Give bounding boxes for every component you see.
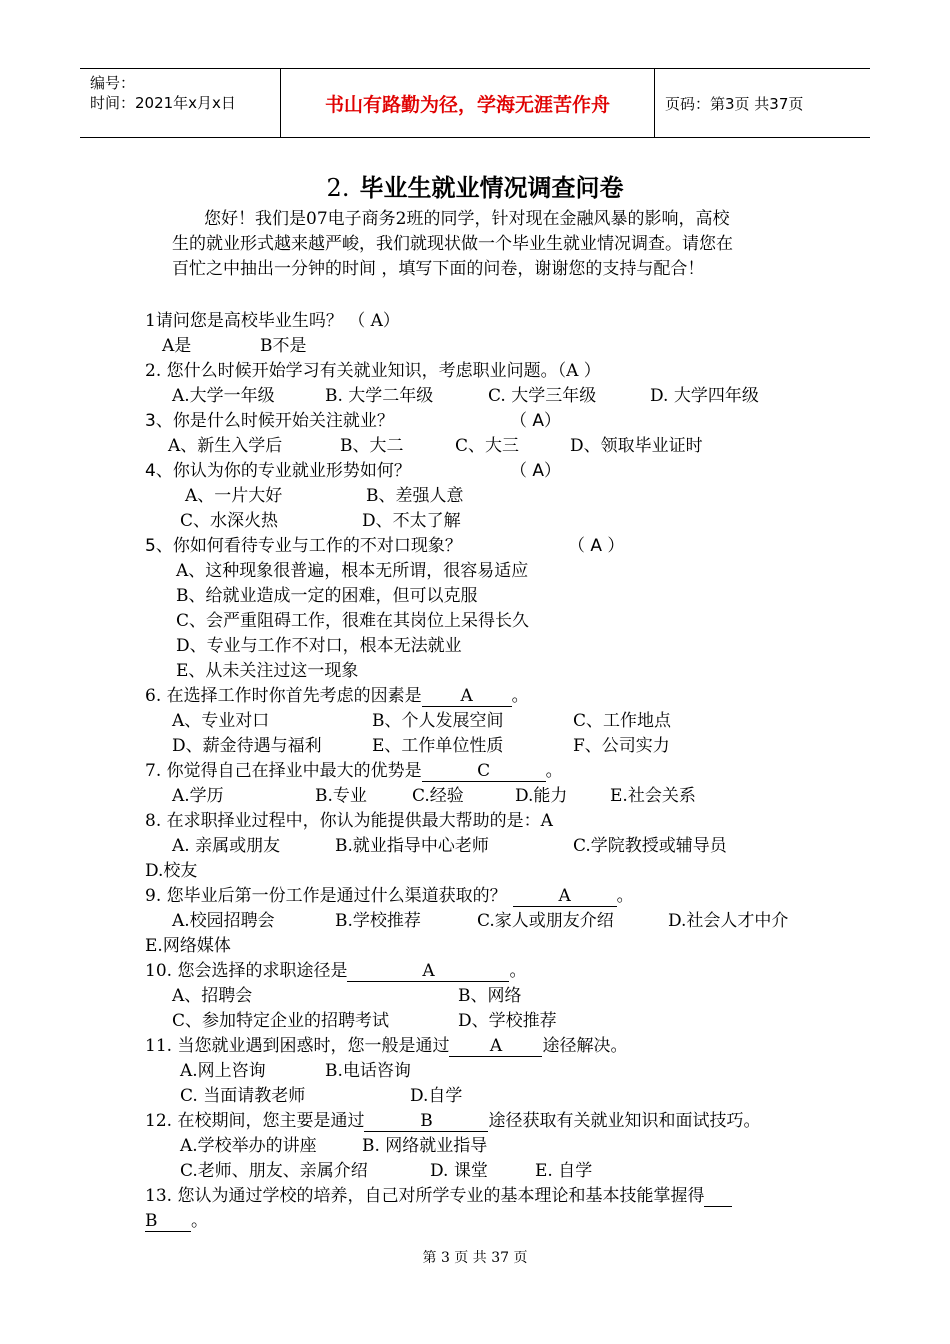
question-end: 。 — [545, 761, 563, 781]
option: A是 — [162, 336, 192, 356]
question-13-continued — [145, 1210, 208, 1232]
answer-blank: C — [422, 761, 546, 782]
option: D、学校推荐 — [458, 1011, 557, 1031]
motto: 书山有路勤为径，学海无涯苦作舟 — [280, 69, 655, 137]
page-info: 页码：第3页 共37页 — [665, 94, 804, 113]
question-13 — [145, 1185, 732, 1207]
option: C.家人或朋友介绍 — [477, 911, 614, 931]
question-end: 。 — [509, 961, 527, 981]
option: E.网络媒体 — [145, 936, 231, 956]
option: B.学校推荐 — [335, 911, 421, 931]
option: D、领取毕业证时 — [570, 436, 703, 456]
option: E.社会关系 — [610, 786, 696, 806]
option: C、会严重阻碍工作，很难在其岗位上呆得长久 — [176, 611, 530, 631]
answer-blank: B — [364, 1111, 488, 1132]
option: E、工作单位性质 — [372, 736, 504, 756]
option: E. 自学 — [535, 1161, 593, 1181]
option: C、水深火热 — [180, 511, 279, 531]
option: A、招聘会 — [172, 986, 253, 1006]
option: C、大三 — [455, 436, 520, 456]
option: C、工作地点 — [573, 711, 672, 731]
question-7 — [145, 760, 563, 782]
question-8: 8. 在求职择业过程中，你认为能提供最大帮助的是：A — [145, 811, 553, 831]
question-end: 。 — [616, 886, 634, 906]
question-text: 你是什么时候开始关注就业？ — [172, 411, 394, 431]
question-1: 1请问您是高校毕业生吗？ （ A） — [145, 311, 400, 331]
option: B、网络 — [458, 986, 522, 1006]
option: D、薪金待遇与福利 — [172, 736, 322, 756]
option: C.经验 — [412, 786, 464, 806]
question-5 — [145, 535, 462, 557]
question-text: 10. 您会选择的求职途径是 — [145, 961, 348, 981]
code-label: 编号： — [90, 74, 136, 92]
question-end: 途径解决。 — [542, 1036, 628, 1056]
option: A.学历 — [172, 786, 224, 806]
answer-blank-lead — [704, 1186, 732, 1207]
question-text: 6. 在选择工作时你首先考虑的因素是 — [145, 686, 422, 706]
title-text: 毕业生就业情况调查问卷 — [359, 174, 624, 202]
option: D. 大学四年级 — [650, 386, 759, 406]
option: B. 大学二年级 — [325, 386, 434, 406]
option: B. 网络就业指导 — [362, 1136, 488, 1156]
question-number: 4、 — [145, 461, 173, 481]
page-header — [80, 68, 870, 138]
question-3 — [145, 410, 394, 432]
page-footer: 第 3 页 共 37 页 — [422, 1250, 528, 1266]
option: A、专业对口 — [172, 711, 270, 731]
intro-paragraph — [172, 207, 812, 282]
option: D、不太了解 — [362, 511, 461, 531]
title-number: 2. — [326, 174, 350, 202]
option: C. 当面请教老师 — [180, 1086, 306, 1106]
option: C、参加特定企业的招聘考试 — [172, 1011, 390, 1031]
option: F、公司实力 — [573, 736, 670, 756]
option: E、从未关注过这一现象 — [176, 661, 359, 681]
option: A.网上咨询 — [180, 1061, 266, 1081]
question-end: 途径获取有关就业知识和面试技巧。 — [488, 1111, 761, 1131]
option: A.大学一年级 — [172, 386, 275, 406]
page-title — [0, 168, 950, 203]
question-text: 9. 您毕业后第一份工作是通过什么渠道获取的？ — [145, 886, 507, 906]
question-text: 你如何看待专业与工作的不对口现象？ — [172, 536, 462, 556]
option: B、差强人意 — [366, 486, 464, 506]
intro-line: 您好！我们是07电子商务2班的同学，针对现在金融风暴的影响，高校 — [204, 209, 730, 229]
question-text: 你认为你的专业就业形势如何？ — [172, 461, 411, 481]
option: A.学校举办的讲座 — [180, 1136, 317, 1156]
question-text: 13. 您认为通过学校的培养，自己对所学专业的基本理论和基本技能掌握得 — [145, 1186, 705, 1206]
question-text: 11. 当您就业遇到困惑时，您一般是通过 — [145, 1036, 450, 1056]
option: D.社会人才中介 — [668, 911, 789, 931]
question-2: 2. 您什么时候开始学习有关就业知识，考虑职业问题。（A ） — [145, 361, 601, 381]
option: C.学院教授或辅导员 — [573, 836, 727, 856]
option: A、新生入学后 — [168, 436, 283, 456]
option: C. 大学三年级 — [488, 386, 597, 406]
option: A、一片大好 — [185, 486, 283, 506]
answer: （ A） — [510, 411, 562, 431]
option: D.能力 — [515, 786, 568, 806]
date-label: 时间：2021年x月x日 — [90, 94, 236, 112]
option: D.自学 — [410, 1086, 463, 1106]
question-9 — [145, 885, 634, 907]
question-4 — [145, 460, 411, 482]
answer-blank: B — [145, 1211, 191, 1232]
question-number: 5、 — [145, 536, 173, 556]
intro-line: 生的就业形式越来越严峻，我们就现状做一个毕业生就业情况调查。请您在 — [172, 234, 733, 254]
question-10 — [145, 960, 526, 982]
answer-blank: A — [449, 1036, 542, 1057]
question-12 — [145, 1110, 760, 1132]
option: B、给就业造成一定的困难，但可以克服 — [176, 586, 478, 606]
option: D.校友 — [145, 861, 198, 881]
option: A、这种现象很普遍，根本无所谓，很容易适应 — [176, 561, 529, 581]
option: B、大二 — [340, 436, 404, 456]
option: B不是 — [260, 336, 307, 356]
option: C.老师、朋友、亲属介绍 — [180, 1161, 368, 1181]
question-6 — [145, 685, 529, 707]
question-end: 。 — [511, 686, 529, 706]
question-number: 3、 — [145, 411, 173, 431]
question-text: 12. 在校期间，您主要是通过 — [145, 1111, 365, 1131]
option: B.就业指导中心老师 — [335, 836, 489, 856]
option: D、专业与工作不对口，根本无法就业 — [176, 636, 462, 656]
option: B、个人发展空间 — [372, 711, 504, 731]
answer-blank: A — [422, 686, 512, 707]
header-left-cell — [80, 69, 280, 137]
option: D. 课堂 — [430, 1161, 488, 1181]
intro-line: 百忙之中抽出一分钟的时间 ，填写下面的问卷，谢谢您的支持与配合！ — [172, 259, 705, 279]
question-text: 7. 你觉得自己在择业中最大的优势是 — [145, 761, 422, 781]
answer: （ A ） — [568, 536, 625, 556]
option: A.校园招聘会 — [172, 911, 275, 931]
question-end: 。 — [191, 1211, 208, 1231]
answer: （ A） — [510, 461, 562, 481]
question-11 — [145, 1035, 627, 1057]
answer-blank: A — [513, 886, 617, 907]
option: B.电话咨询 — [325, 1061, 411, 1081]
option: A. 亲属或朋友 — [172, 836, 281, 856]
option: B.专业 — [315, 786, 367, 806]
answer-blank: A — [347, 961, 509, 982]
